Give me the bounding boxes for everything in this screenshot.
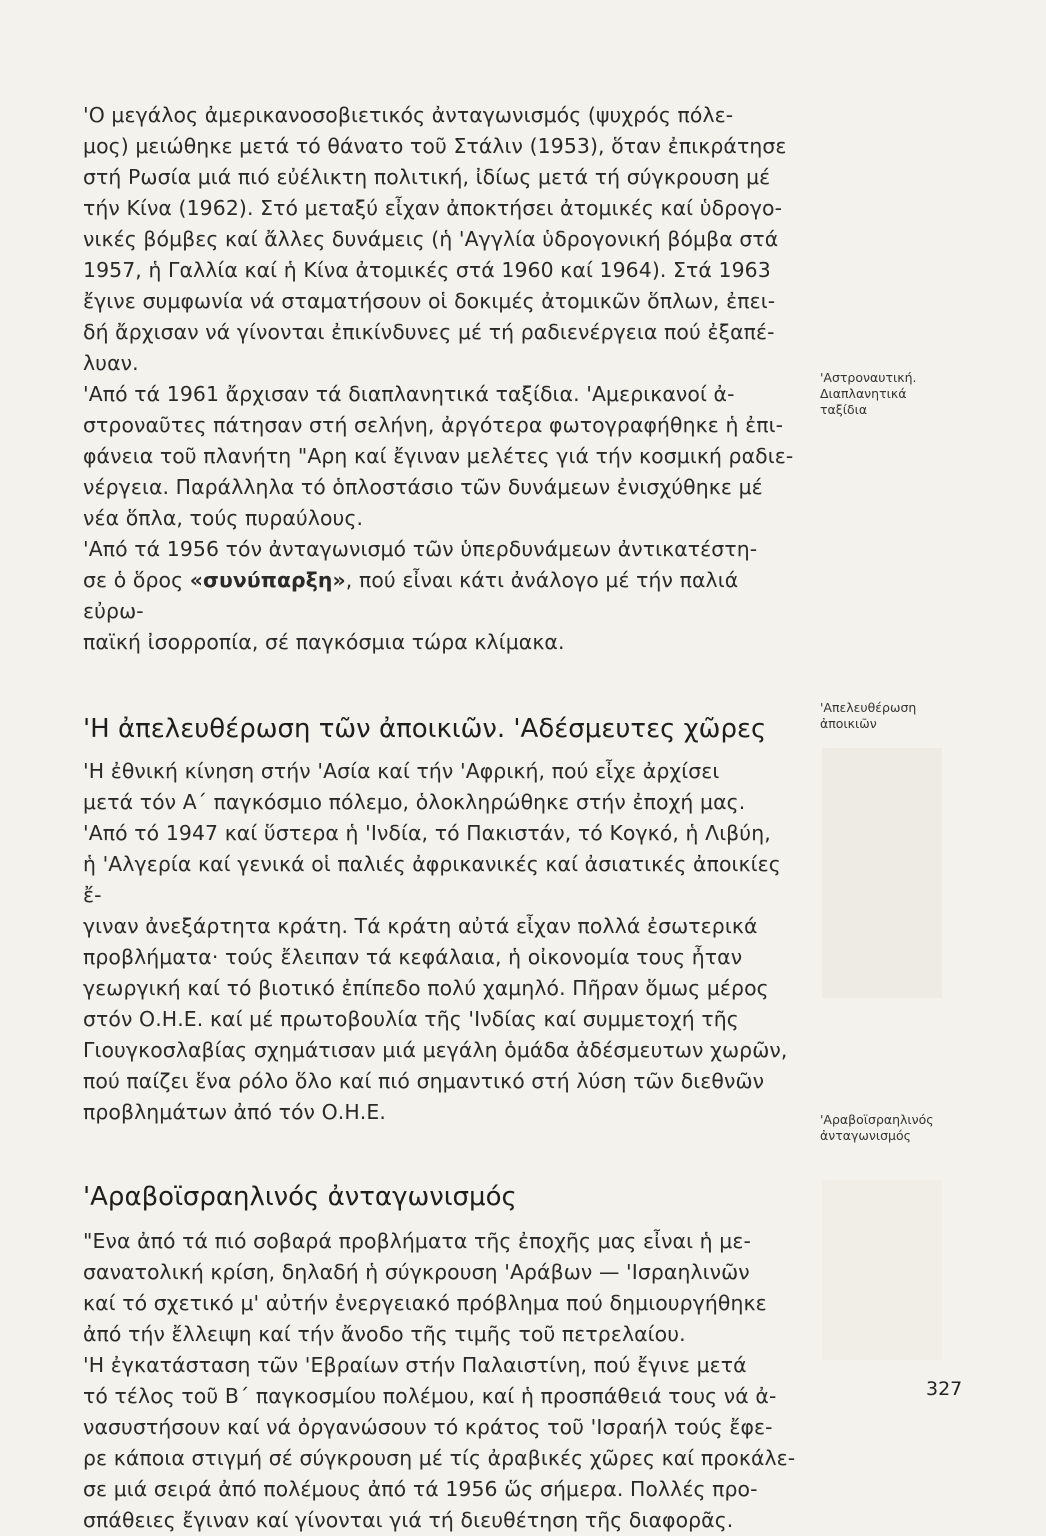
- main-text-column: [83, 100, 798, 1536]
- arab-israeli-paragraph-2: 'Η ἐγκατάσταση τῶν 'Εβραίων στήν Παλαιστίνη, πού ἔγινε μετά τό τέλος τοῦ Β΄ παγκοσμίου πολέμου, καί ἡ προσπάθειά τους νά ἀ- νασυστήσουν καί νά ὀργανώσουν τό κράτος τοῦ 'Ισραήλ τούς ἔφε- ρε κάποια στιγμή σέ σύγκρουση μέ τίς ἀραβικές χῶρες καί προκάλε- σε μιά σειρά ἀπό πολέμους ἀπό τά 1956 ὥς σήμερα. Πολλές προ- σπάθειες ἔγιναν καί γίνονται γιά τή διευθέτηση τῆς διαφορᾶς.: [83, 1353, 796, 1532]
- page-number: 327: [926, 1378, 963, 1400]
- margin-note-arab-israeli: 'Αραβοϊσραηλινός ἀνταγωνισμός: [820, 1112, 934, 1143]
- decolonization-paragraph: 'Η ἐθνική κίνηση στήν 'Ασία καί τήν 'Αφρική, πού εἶχε ἀρχίσει μετά τόν Α΄ παγκόσμιο πόλεμο, ὁλοκληρώθηκε στήν ἐποχή μας. 'Από τό 1947 καί ὕστερα ἡ 'Ινδία, τό Πακιστάν, τό Κογκό, ἡ Λιβύη, ἡ 'Αλγερία καί γενικά οἱ παλιές ἀφρικανικές καί ἀσιατικές ἀποικίες ἔ- γιναν ἀνεξάρτητα κράτη. Τά κράτη αὐτά εἶχαν πολλά ἐσωτερικά προβλήματα· τούς ἔλειπαν τά κεφάλαια, ἡ οἰκονομία τους ἦταν γεωργική καί τό βιοτικό ἐπίπεδο πολύ χαμηλό. Πῆραν ὅμως μέρος στόν Ο.Η.Ε. καί μέ πρωτοβουλία τῆς 'Ινδίας καί συμμετοχή τῆς Γιουγκοσλαβίας σχημάτισαν μιά μεγάλη ὁμάδα ἀδέσμευτων χωρῶν, πού παίζει ἕνα ρόλο ὅλο καί πιό σημαντικό στή λύση τῶν διεθνῶν προβλημάτων ἀπό τόν Ο.Η.Ε.: [83, 759, 788, 1124]
- decolonization-heading: 'Η ἀπελευθέρωση τῶν ἀποικιῶν. 'Αδέσμευτες χῶρες: [83, 714, 767, 744]
- margin-note-astronautics: 'Αστροναυτική. Διαπλανητικά ταξίδια: [820, 370, 917, 417]
- cold-war-paragraph-3: [83, 534, 798, 658]
- p3-text-start: 'Από τά 1956 τόν ἀνταγωνισμό τῶν ὑπερδυνάμεων ἀντικατέστη- σε ὁ ὅρος: [83, 537, 758, 592]
- cold-war-paragraph-2: 'Από τά 1961 ἄρχισαν τά διαπλανητικά ταξίδια. 'Αμερικανοί ἀ- στροναῦτες πάτησαν στή σελήνη, ἀργότερα φωτογραφήθηκε ἡ ἐπι- φάνεια τοῦ πλανήτη "Αρη καί ἔγιναν μελέτες γιά τήν κοσμική ραδιε- νέργεια. Παράλληλα τό ὁπλοστάσιο τῶν δυνάμεων ἐνισχύθηκε μέ νέα ὅπλα, τούς πυραύλους.: [83, 382, 794, 530]
- coexistence-term: «συνύπαρξη»: [189, 568, 346, 592]
- margin-note-decolonization: 'Απελευθέρωση ἀποικιῶν: [820, 700, 917, 731]
- cold-war-paragraph-1: 'Ο μεγάλος ἀμερικανοσοβιετικός ἀνταγωνισμός (ψυχρός πόλε- μος) μειώθηκε μετά τό θάνατο τοῦ Στάλιν (1953), ὅταν ἐπικράτησε στή Ρωσία μιά πιό εὐέλικτη πολιτική, ἰδίως μετά τή σύγκρουση μέ τήν Κίνα (1962). Στό μεταξύ εἶχαν ἀποκτήσει ἀτομικές καί ὑδρογο- νικές βόμβες καί ἄλλες δυνάμεις (ἡ 'Αγγλία ὑδρογονική βόμβα στά 1957, ἡ Γαλλία καί ἡ Κίνα ἀτομικές στά 1960 καί 1964). Στά 1963 ἔγινε συμφωνία νά σταματήσουν οἱ δοκιμές ἀτομικῶν ὅπλων, ἐπει- δή ἄρχισαν νά γίνονται ἐπικίνδυνες μέ τή ραδιενέργεια πού ἐξαπέ- λυαν.: [83, 103, 787, 375]
- p3-text-end: , πού εἶναι κάτι ἀνάλογο μέ τήν παλιά εὐρω- παϊκή ἰσορροπία, σέ παγκόσμια τώρα κλίμακα.: [83, 568, 739, 654]
- arab-israeli-paragraph-1: "Ενα ἀπό τά πιό σοβαρά προβλήματα τῆς ἐποχῆς μας εἶναι ἡ με- σανατολική κρίση, δηλαδή ἡ σύγκρουση 'Αράβων — 'Ισραηλινῶν καί τό σχετικό μ' αὐτήν ἐνεργειακό πρόβλημα πού δημιουργήθηκε ἀπό τήν ἔλλειψη καί τήν ἄνοδο τῆς τιμῆς τοῦ πετρελαίου.: [83, 1229, 767, 1346]
- arab-israeli-heading: 'Αραβοϊσραηλινός ἀνταγωνισμός: [83, 1182, 517, 1212]
- bleed-through-image: [822, 1180, 942, 1360]
- bleed-through-image: [822, 748, 942, 998]
